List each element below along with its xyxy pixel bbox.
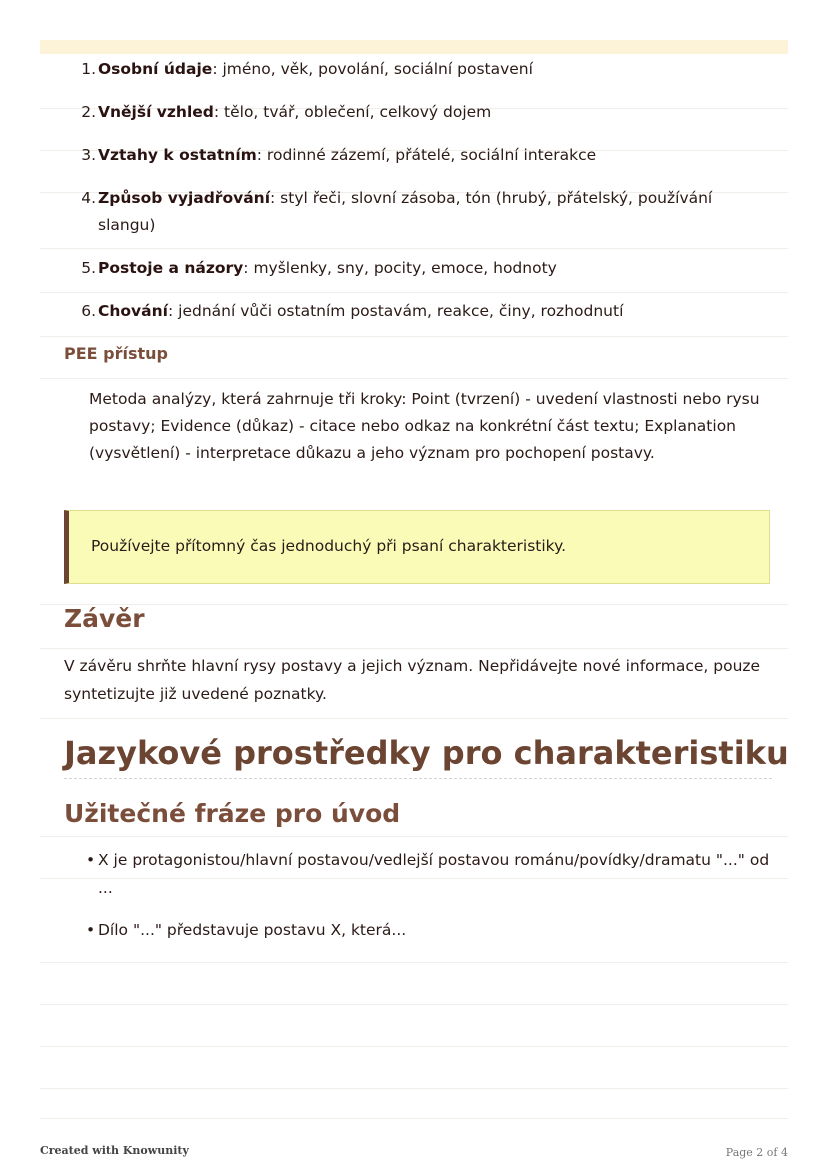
list-number: 3. <box>81 146 96 164</box>
list-number: 5. <box>81 259 96 277</box>
list-item-label: Způsob vyjadřování <box>98 189 271 207</box>
list-item <box>40 99 740 126</box>
list-number: 1. <box>81 60 96 78</box>
list-item-label: Postoje a názory <box>98 259 244 277</box>
bullet-icon: • <box>86 921 96 939</box>
pee-paragraph: Metoda analýzy, která zahrnuje tři kroky: Point (tvrzení) - uvedení vlastnosti nebo rysu postavy; Evidence (důkaz) - citace nebo odkaz na konkrétní část textu; Explanation (vysvětlení) - interpretace důkazu a jeho význam pro pochopení postavy. <box>89 390 760 462</box>
list-item-text: X je protagonistou/hlavní postavou/vedlejší postavou románu/povídky/dramatu "..." od ... <box>98 851 770 897</box>
conclusion-paragraph: V závěru shrňte hlavní rysy postavy a jejich význam. Nepřidávejte nové informace, pouze syntetizujte již uvedené poznatky. <box>64 657 761 703</box>
bullet-icon: • <box>86 851 96 869</box>
list-item-label: Osobní údaje <box>98 60 213 78</box>
footer-brand: Created with Knowunity <box>40 1144 189 1157</box>
list-number: 2. <box>81 103 96 121</box>
list-item-text: Dílo "..." představuje postavu X, která... <box>98 921 407 939</box>
list-item <box>40 56 740 83</box>
list-item <box>64 846 774 902</box>
list-item <box>40 142 740 169</box>
list-item <box>40 255 740 282</box>
section-divider <box>64 778 772 779</box>
list-item-text: : jméno, věk, povolání, sociální postavení <box>212 60 533 78</box>
list-item-label: Chování <box>98 302 168 320</box>
list-item-text: : tělo, tvář, oblečení, celkový dojem <box>213 103 492 121</box>
page-number: Page 2 of 4 <box>725 1146 788 1159</box>
tip-callout-text: Používejte přítomný čas jednoduchý při psaní charakteristiky. <box>91 537 566 555</box>
list-item <box>64 916 774 944</box>
list-item-label: Vnější vzhled <box>98 103 214 121</box>
list-item <box>40 298 740 325</box>
section-title: Jazykové prostředky pro charakteristiku <box>64 734 789 772</box>
list-number: 4. <box>81 189 96 207</box>
list-item-text: : rodinné zázemí, přátelé, sociální interakce <box>256 146 597 164</box>
top-band <box>40 40 788 54</box>
list-item-text: : jednání vůči ostatním postavám, reakce, činy, rozhodnutí <box>167 302 624 320</box>
tip-callout <box>64 510 770 584</box>
phrases-list <box>64 846 774 958</box>
characteristics-list <box>40 56 740 341</box>
list-item <box>40 185 740 239</box>
list-item-text: : myšlenky, sny, pocity, emoce, hodnoty <box>243 259 557 277</box>
pee-heading: PEE přístup <box>64 344 168 363</box>
list-number: 6. <box>81 302 96 320</box>
conclusion-heading: Závěr <box>64 604 145 633</box>
list-item-label: Vztahy k ostatním <box>98 146 257 164</box>
phrases-heading: Užitečné fráze pro úvod <box>64 799 401 828</box>
list-item-text: : styl řeči, slovní zásoba, tón (hrubý, přátelský, používání slangu) <box>98 189 713 234</box>
